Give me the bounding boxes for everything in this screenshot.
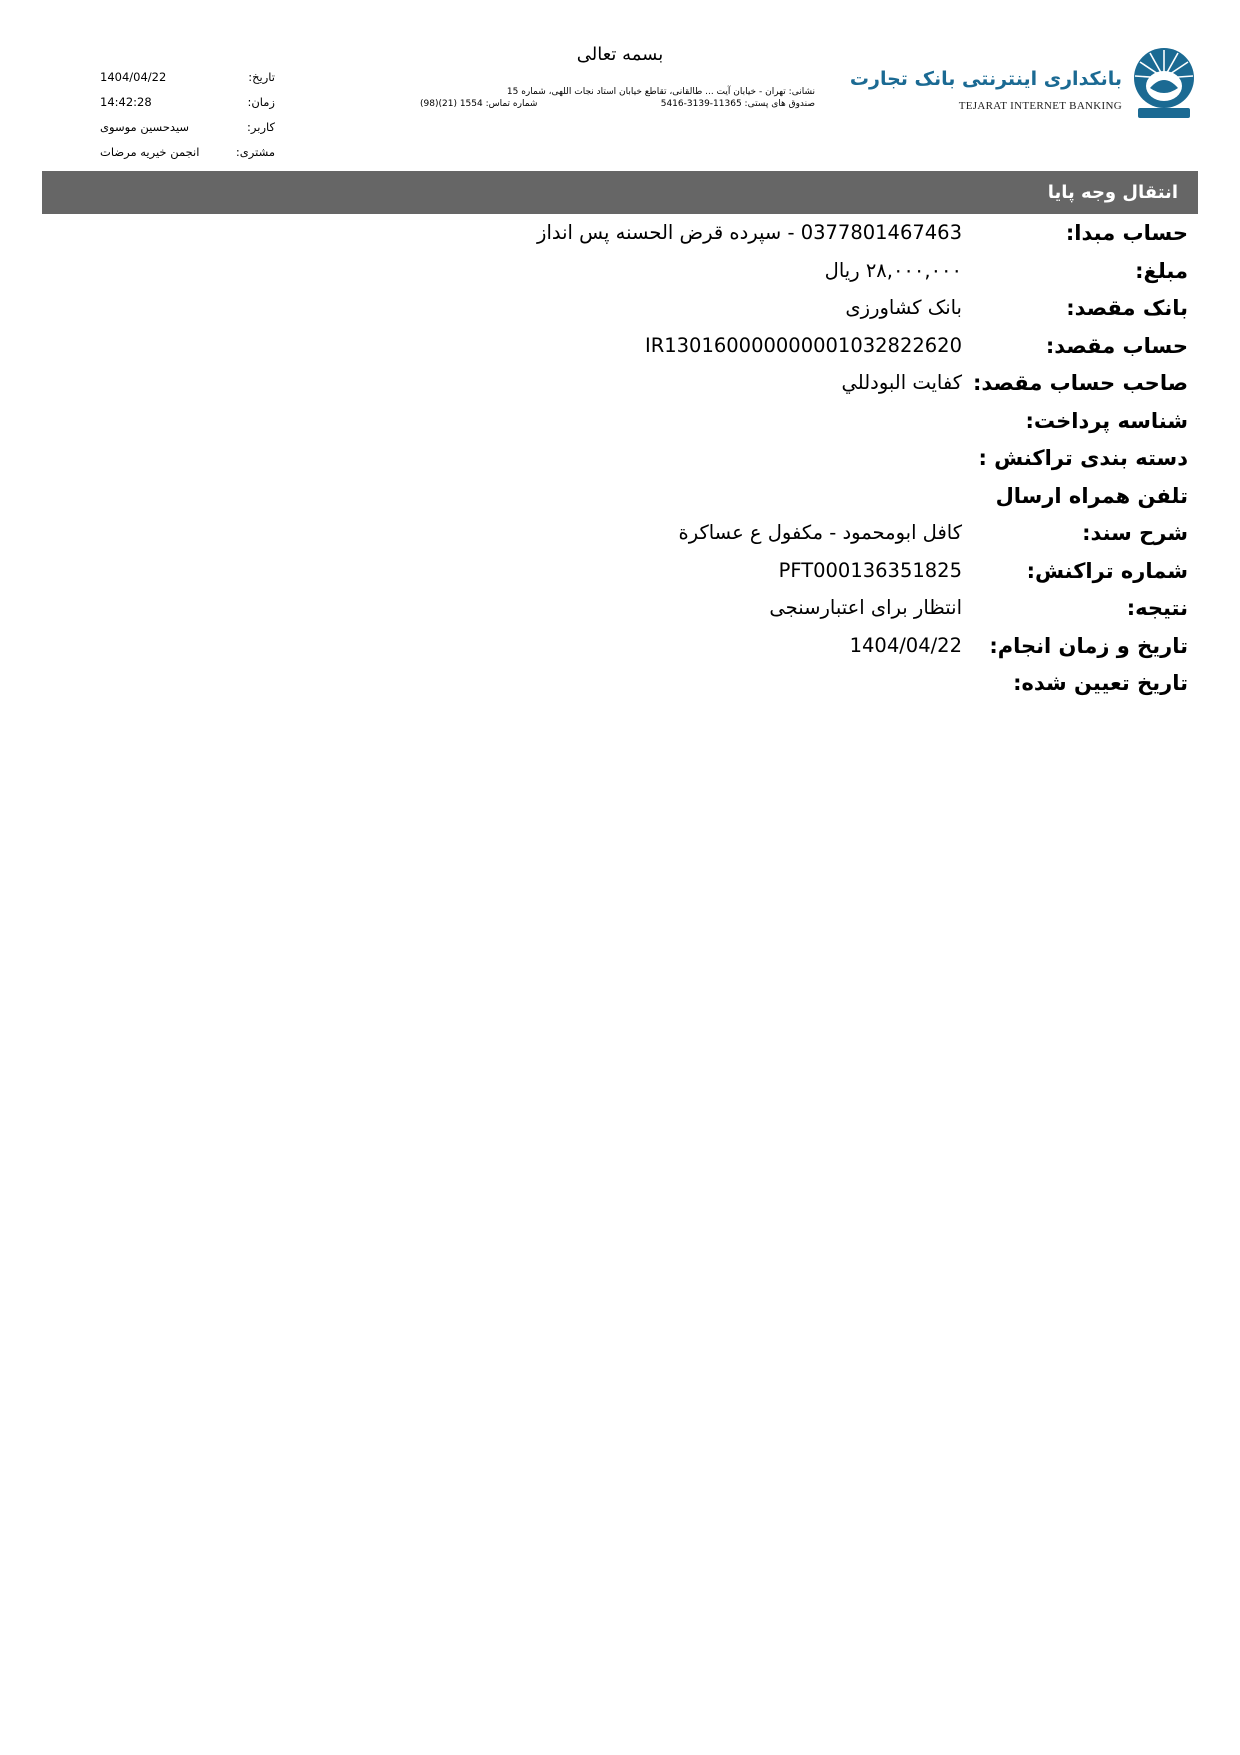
field-label: تاریخ تعیین شده: [1013,671,1188,695]
field-value: IR130160000000001032822620 [644,333,962,357]
field-label: تلفن همراه ارسال [995,483,1188,508]
field-result [42,589,1188,627]
meta-label: کاربر: [247,119,275,134]
bismillah-heading: بسمه تعالی [576,44,664,65]
bank-logo [849,46,1198,122]
field-value: کفایت البودللي [841,371,962,394]
transaction-details [42,214,1188,702]
field-description [42,514,1188,552]
address-line: نشانی: تهران - خیابان آیت ... طالقانی، تقاطع خیابان استاد نجات اللهی، شماره 15 [506,87,815,97]
meta-value: 14:42:28 [100,94,152,109]
field-value: ۲۸,۰۰۰,۰۰۰ ریال [824,258,962,282]
page-title: انتقال وجه پایا [1047,182,1178,203]
print-meta [100,64,275,164]
field-value: PFT000136351825 [778,558,962,582]
field-label: صاحب حساب مقصد: [973,371,1188,395]
field-value: کافل ابومحمود - مکفول ع عساکرة [678,521,962,544]
field-value: انتظار برای اعتبارسنجی [769,596,962,619]
meta-row-time [100,89,275,114]
meta-label: مشتری: [235,144,275,159]
field-label: حساب مقصد: [1045,333,1188,358]
field-label: شماره تراکنش: [1026,558,1188,583]
meta-label: زمان: [247,94,275,109]
logo-english-text: TEJARAT INTERNET BANKING [958,100,1122,112]
field-label: مبلغ: [1135,258,1188,283]
field-source-account [42,214,1188,252]
meta-row-user [100,114,275,139]
field-execution-datetime [42,627,1188,665]
field-value: 1404/04/22 [849,633,962,657]
tejarat-emblem-icon [1130,46,1198,122]
field-label: تاریخ و زمان انجام: [989,633,1188,658]
field-label: بانک مقصد: [1066,296,1188,320]
logo-persian-text: بانکداری اینترنتی بانک تجارت [849,68,1122,90]
field-destination-account [42,327,1188,365]
field-label: دسته بندی تراکنش : [978,446,1188,470]
contact-line [420,98,815,110]
field-amount [42,252,1188,290]
field-label: شناسه پرداخت: [1025,408,1188,433]
field-label: نتیجه: [1126,596,1188,620]
meta-row-customer [100,139,275,164]
field-scheduled-date [42,664,1188,702]
field-transaction-number [42,552,1188,590]
meta-label: تاریخ: [248,69,275,84]
postal-box: صندوق های پستی: 11365-3139-5416 [660,99,815,109]
field-account-owner [42,364,1188,402]
field-mobile [42,477,1188,515]
meta-value: سیدحسین موسوی [100,119,190,134]
field-payment-id [42,402,1188,440]
field-value: بانک کشاورزی [845,296,962,319]
field-label: حساب مبدا: [1065,221,1188,245]
meta-value: 1404/04/22 [100,69,167,84]
phone-number: شماره تماس: 1554 (21)(98) [420,99,538,109]
field-value: 0377801467463 - سپرده قرض الحسنه پس انداز [537,221,962,244]
meta-value: انجمن خیریه مرضات [100,144,200,159]
meta-row-date [100,64,275,89]
field-transaction-category [42,439,1188,477]
bank-address [420,86,815,110]
field-destination-bank [42,289,1188,327]
field-label: شرح سند: [1082,521,1188,545]
page-title-bar [42,171,1198,214]
